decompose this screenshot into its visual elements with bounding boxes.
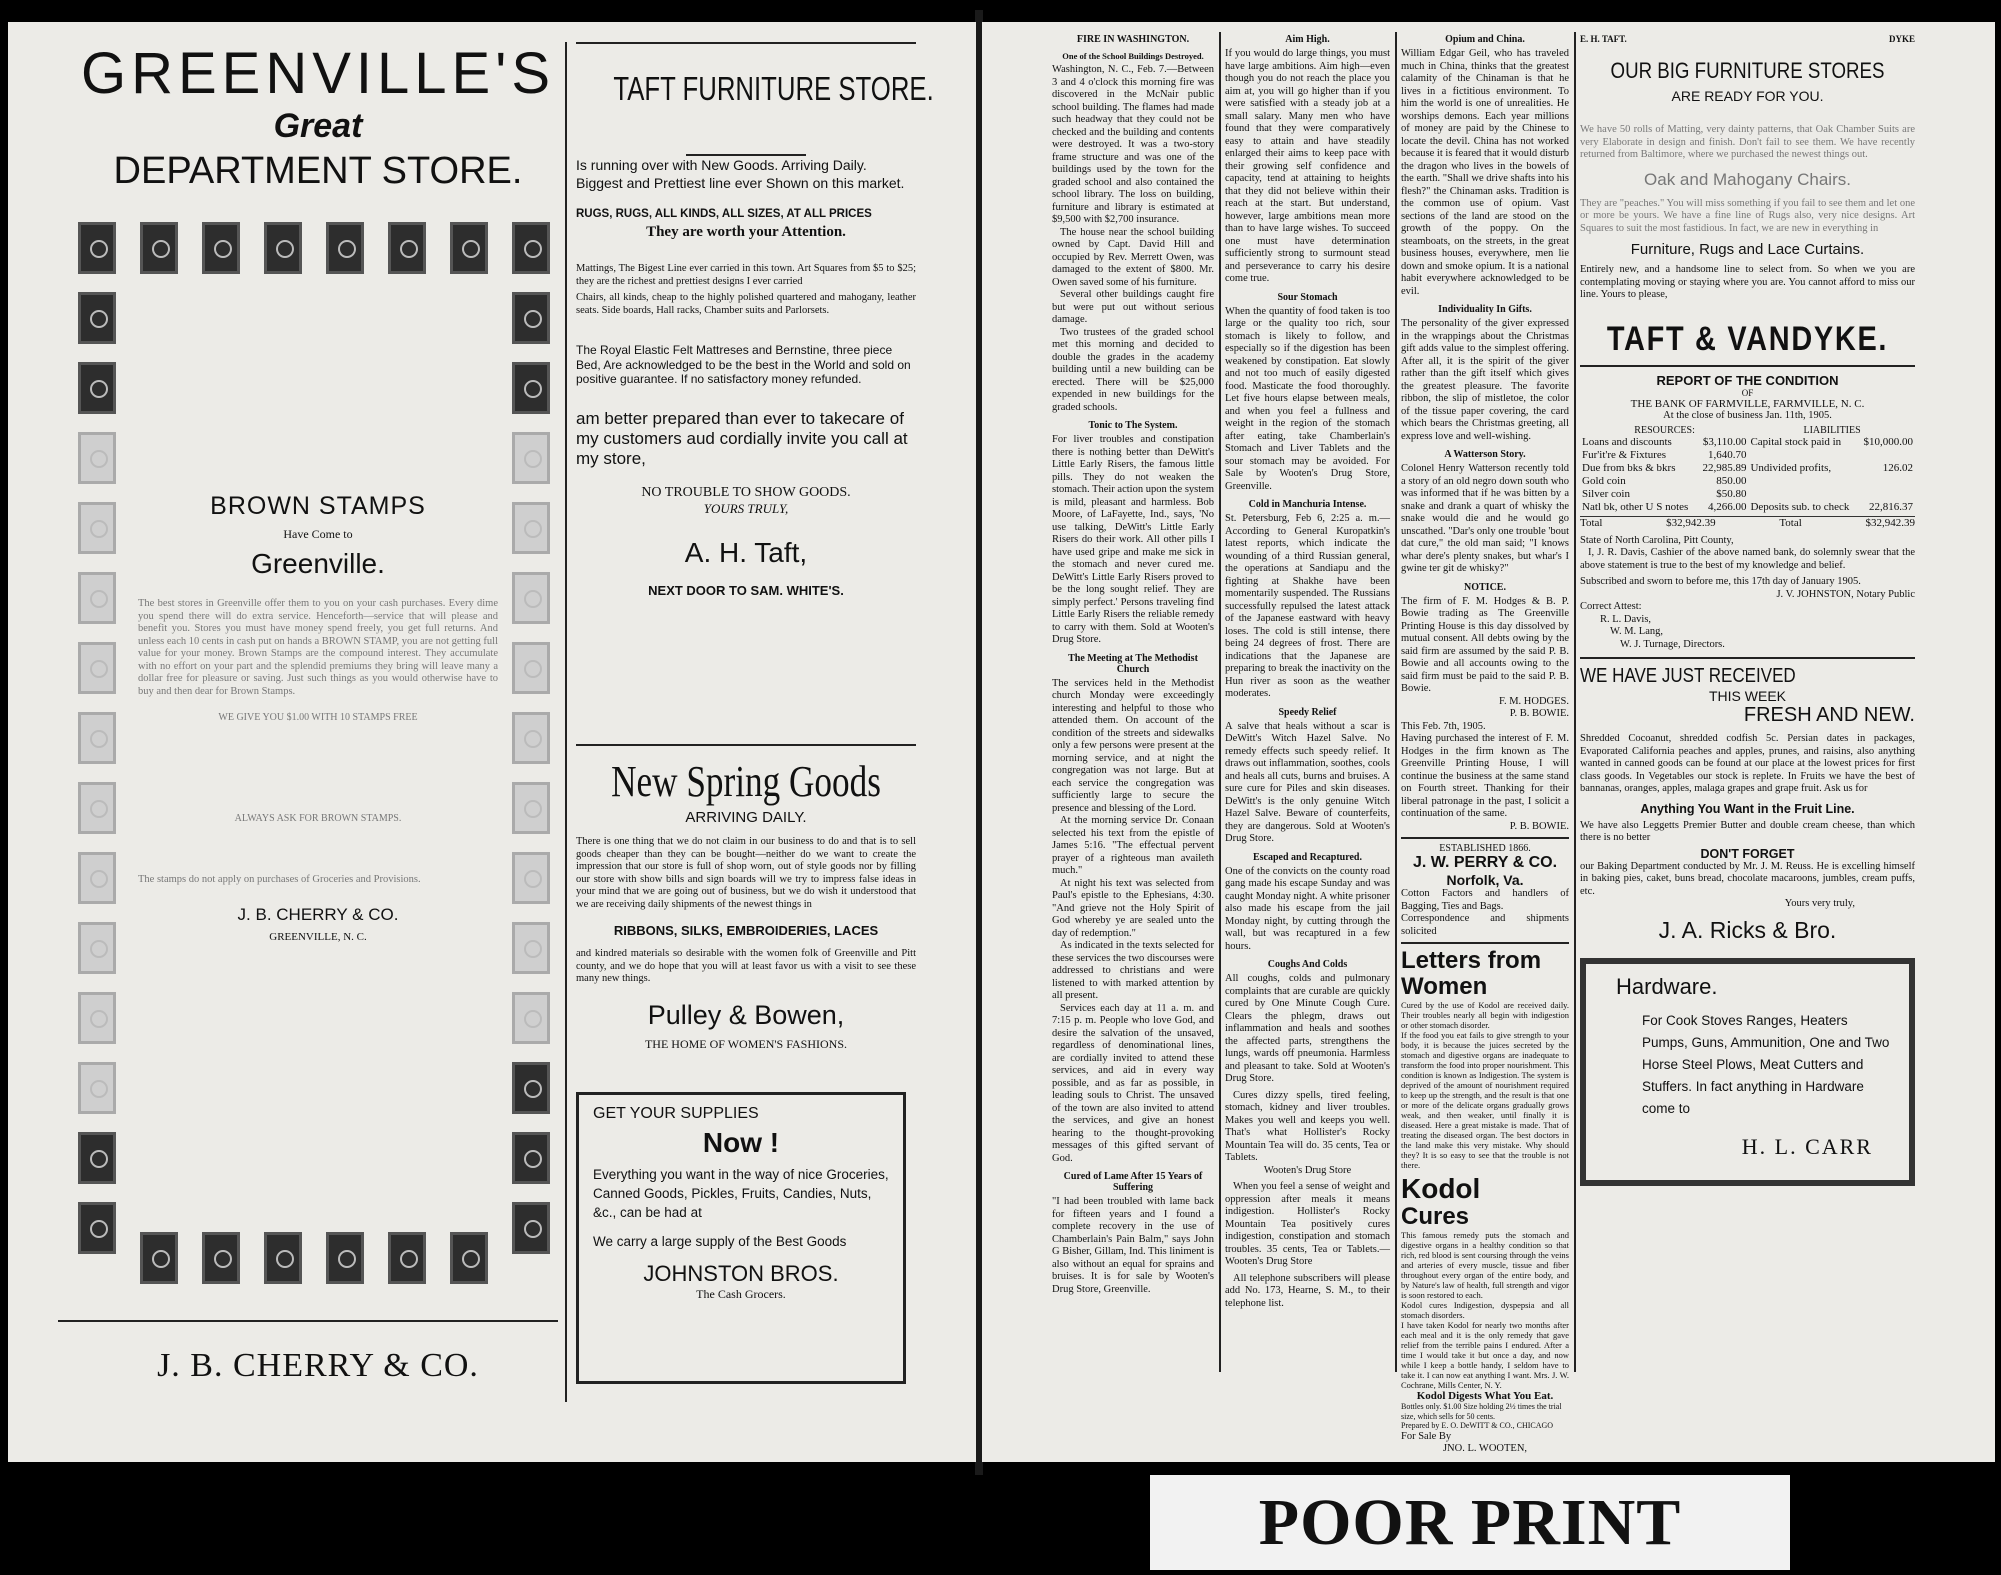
article-text: All telephone subscribers will please add No. 173, Hearne, S. M., to their telephone list. — [1225, 1272, 1390, 1309]
kodol-text: If the food you eat fails to give strength to your body, it is because the juices secreted by the stomach and digestive organs are inadequate to transform the food into proper nourishment. This condition is known as Indigestion. The system is deprived of the amount of nourishment required to keep up the strength, and the result is that one or more of the delicate organs gradually grows weak, and then weaker, until finally it is diseased. Here a great mistake is made. That of treating the diseased organ. The best doctors in the land make this very mistake. Why should they? It is so easy to see that the trouble is not there. — [1401, 1030, 1569, 1170]
bank-row — [1580, 436, 1915, 449]
give-line: WE GIVE YOU $1.00 WITH 10 STAMPS FREE — [218, 712, 418, 723]
column-rule — [565, 42, 567, 1402]
bank-headings — [1580, 425, 1915, 436]
article-headline: FIRE IN WASHINGTON. — [1076, 34, 1190, 45]
article-text: When you feel a sense of weight and oppression after meals it means indigestion. Hollister's Rocky Mountain Tea positively cures indigestion, constipation and stomach troubles. 35 cents, Tea or Tablets.—Wooten's Drug Store — [1225, 1181, 1390, 1267]
bank-cell: 850.00 — [1716, 474, 1747, 487]
johnston-now: Now ! — [702, 1127, 780, 1158]
article-text: William Edgar Geil, who has traveled much in China, thinks that the greatest calamity of the Chinaman is that he lives in a fictitious environment. To him the world is one of unrealities. He worships demons. Each year millions of money are paid by the Chinese to locate the devil. China has not worked because it is feared that it would disturb the dragon who lives in the bowels of the earth. "Shall we drive shafts into his flesh?" the Chinaman asks. Tradition is the common use of opium. Vast sections of the land are stood on the growth of the poppy. On the steamboats, on the streets, in the great business houses, everywhere, men lie down and smoke opium. It is a national habit everywhere acknowledged to be evil. — [1401, 48, 1569, 297]
bank-cell — [1858, 475, 1915, 488]
bank-subscribed: Subscribed and sworn to before me, this 17th day of January 1905. — [1580, 576, 1861, 587]
article-headline: NOTICE. — [1464, 581, 1506, 593]
bank-of: OF — [1741, 387, 1754, 398]
left-page — [8, 22, 976, 1462]
kodol-text: Prepared by E. O. DeWITT & CO., CHICAGO — [1401, 1421, 1554, 1430]
taft-rugs-sub: They are worth your Attention. — [646, 224, 846, 240]
taft-no-trouble: NO TROUBLE TO SHOW GOODS. — [641, 484, 851, 500]
stamp-image — [512, 432, 550, 484]
kodol-seller: JNO. L. WOOTEN, — [1442, 1443, 1528, 1454]
stamp-image — [78, 432, 116, 484]
stamp-image — [512, 1062, 550, 1114]
divider — [686, 154, 806, 156]
cherry-title: GREENVILLE'S — [80, 41, 555, 106]
poor-print-label — [1150, 1475, 1790, 1570]
article-text: Wooten's Drug Store — [1263, 1164, 1352, 1176]
divider — [576, 744, 916, 746]
cherry-signature: J. B. CHERRY & CO. — [237, 904, 399, 924]
article-text: Services each day at 11 a. m. and 7:15 p. m. People who love God, and desire the salvation of the unsaved, regardless of denominational lines, are cordially invited to attend these services, and aid in every way possible, and as far as possible, in leading souls to Christ. The unsaved of the town are also invited to attend the services, and give an honest hearing to the thought-provoking messages of this gifted servant of God. — [1052, 1002, 1214, 1164]
notice-signature: P. B. BOWIE. — [1509, 708, 1569, 719]
bank-cell: Deposits sub. to check — [1750, 500, 1850, 513]
news-column-3 — [1401, 34, 1569, 1454]
bank-cell: $10,000.00 — [1863, 435, 1913, 448]
taft-big-stores: OUR BIG FURNITURE STORES — [1610, 58, 1885, 83]
article-text: "I had been troubled with lame back for fifteen years and I found a complete recovery in the use of Chamberlain's Pain Balm," says John G Bisher, Gillam, Ind. This liniment is also without an equal for sprains and bruises. It is for sale by Wooten's Drug Store, Greenville. — [1052, 1196, 1214, 1295]
cherry-city: GREENVILLE, N. C. — [269, 930, 367, 943]
article-headline: Individuality In Gifts. — [1438, 304, 1532, 315]
stamp-frame — [78, 222, 558, 1332]
news-column-4 — [1580, 34, 1915, 1369]
stamp-image — [512, 222, 550, 274]
bank-director: W. M. Lang, — [1610, 626, 1663, 637]
stamp-image — [78, 782, 116, 834]
kodol-text: Kodol cures Indigestion, dyspepsia and all stomach disorders. — [1401, 1300, 1569, 1320]
ricks-yours: Yours very truly, — [1784, 898, 1855, 909]
bank-cell — [1858, 488, 1915, 501]
perry-city: Norfolk, Va. — [1446, 872, 1524, 888]
johnston-body: Everything you want in the way of nice Groceries, Canned Goods, Pickles, Fruits, Candies, Nuts, &c., can be had at — [593, 1167, 889, 1220]
column-rule — [1219, 32, 1221, 1372]
bank-name: THE BANK OF FARMVILLE, FARMVILLE, N. C. — [1630, 397, 1865, 410]
article-subhead: One of the School Buildings Destroyed. — [1062, 51, 1204, 61]
pulley-sub: ARRIVING DAILY. — [685, 809, 807, 826]
article-headline: Sour Stomach — [1277, 291, 1338, 303]
bank-correct: Correct Attest: — [1580, 601, 1642, 612]
pulley-body2: and kindred materials so desirable with the women folk of Greenville and Pitt county, and we do hope that you will at least favor us with a visit to see these many new things. — [576, 948, 916, 984]
kodol-text: This famous remedy puts the stomach and digestive organs in a healthy condition so that rich, red blood is sent coursing through the veins and arteries of every muscle, tissue and fiber throughout every organ of the entire body, and by Nature's law of health, full strength and vigor is soon restored to each. — [1401, 1230, 1569, 1300]
ricks-anything: Anything You Want in the Fruit Line. — [1640, 801, 1855, 816]
bank-total-left: $32,942.39 — [1666, 516, 1716, 529]
johnston-name: JOHNSTON BROS. — [643, 1261, 839, 1286]
article-text: Cures dizzy spells, tired feeling, stomach, kidney and liver troubles. Makes you well and keeps you well. That's what Hollister's Rocky Mountain Tea will do. 35 cents, Tea or Tablets. — [1225, 1089, 1390, 1163]
stamp-image — [512, 292, 550, 344]
bank-cell: $50.80 — [1716, 487, 1747, 500]
bank-cell — [1748, 475, 1858, 488]
stamps-heading: BROWN STAMPS — [210, 492, 426, 520]
bank-cell: Loans and discounts — [1582, 435, 1672, 448]
stamp-image — [512, 502, 550, 554]
johnston-ad — [576, 1092, 906, 1384]
article-text: The services held in the Methodist church Monday were exceedingly interesting and helpful to those who attended them. On account of the condition of the streets and sidewalks only a few persons were present at the morning service, and at night the congregation was not large. But at each service the congregation was sufficiently large to secure the presence and blessing of the Lord. — [1052, 677, 1214, 814]
johnston-body2: We carry a large supply of the Best Goods — [593, 1234, 847, 1249]
bank-cell: Due from bks & bkrs — [1582, 461, 1676, 474]
kodol-text: I have taken Kodol for nearly two months after each meal and it is the only remedy that gave relief from the terrible pains I endured. After a time I would take it but once a day, and now while I keep a bottle handy, I seldom have to take it. I can now eat anything I want. Mrs. J. W. Cochrane, Mills Center, N. Y. — [1401, 1320, 1569, 1390]
article-text: Two trustees of the graded school met this morning and decided to double the grades in the academy building until a new building can be erected. There will be $25,000 expended in new buildings for the graded schools. — [1052, 326, 1214, 413]
stamp-image — [140, 222, 178, 274]
bank-cell: Undivided profits, — [1750, 461, 1832, 474]
taft-title: TAFT FURNITURE STORE. — [613, 70, 934, 107]
cherry-ad — [78, 42, 558, 1402]
article-headline: Speedy Relief — [1278, 706, 1337, 718]
pulley-ad — [576, 750, 916, 1080]
kodol-headline: Letters from Women — [1401, 947, 1542, 1000]
divider — [58, 1320, 558, 1322]
bank-row — [1580, 449, 1915, 462]
place-name: Greenville. — [251, 548, 385, 579]
carr-ad — [1580, 958, 1915, 1186]
taft-chairs: Chairs, all kinds, cheap to the highly polished quartered and mahogany, leather seats. Side boards, Hall racks, Chamber suits and Parlorsets. — [576, 292, 916, 316]
bank-table — [1580, 436, 1915, 514]
stamp-image — [78, 502, 116, 554]
stamp-image — [512, 642, 550, 694]
stamp-image — [78, 1202, 116, 1254]
article-text: Having purchased the interest of F. M. Hodges in the firm known as The Greenville Printing House, I will continue the business at the same stand on Fourth street. Thanking for their liberal patronage in the past, I solicit a continuation of the same. — [1401, 733, 1569, 819]
article-headline: Tonic to The System. — [1088, 420, 1178, 431]
johnston-tag: The Cash Grocers. — [696, 1287, 786, 1301]
divider — [576, 42, 916, 44]
cherry-subtitle: Great — [273, 107, 363, 145]
bank-liabilities-heading: LIABILITIES — [1803, 424, 1861, 436]
stamp-image — [512, 922, 550, 974]
column-rule — [1395, 32, 1397, 1372]
bank-cell: Fur'it're & Fixtures — [1582, 448, 1667, 461]
notice-date: This Feb. 7th, 1905. — [1401, 720, 1486, 732]
bank-cell: $3,110.00 — [1702, 435, 1747, 448]
ricks-text: our Baking Department conducted by Mr. J. M. Reuss. He is excelling himself in baking pies, caket, buns bread, chocolate macaroons, jumbles, cream puffs, etc. — [1580, 860, 1915, 897]
stamp-image — [78, 992, 116, 1044]
have-come: Have Come to — [283, 527, 353, 541]
notice-signature: P. B. BOWIE. — [1509, 820, 1569, 832]
stamp-image — [202, 1232, 240, 1284]
stamp-image — [78, 642, 116, 694]
taft-ready: ARE READY FOR YOU. — [1671, 88, 1824, 104]
cherry-body: The best stores in Greenville offer them to you on your cash purchases. Every dime you spend there will do extra service. Henceforth—service that will please and benefit you. Stores you must have money spend freely, you get full returns. And unless each 10 cents in cash put on hands a BROWN STAMP, you are not getting full value for your money. Brown Stamps are the compound interest. They accumulate with no effort on your part and the splendid premiums they bring will leave many a dollar free for pleasure or saving. Just such things as you would otherwise have to buy and then dear for Brown Stamps. — [138, 598, 498, 697]
article-text: The personality of the giver expressed in the wrappings about the Christmas gift adds value to the simplest offering. After all, it is the spirit of the giver rather than the gift itself which gives the greatest pleasure. The favorite ribbon, the slip of mistletoe, the color of the tissue paper covering, the card which bears the Christmas greeting, all express love and well-wishing. — [1401, 318, 1569, 442]
ricks-text: Shredded Cocoanut, shredded codfish 5c. Persian dates in packages, Evaporated California peaches and apples, prunes, and raisins, also anything wanted in canned goods can be found at our place at the lowest prices for first class goods. In Vegetables our stock is replete. In Fruits we have the best of bannanas, oranges, apples, malaga grapes and grape fruit. Ask us for — [1580, 733, 1915, 794]
bank-cell: 22,985.89 — [1702, 461, 1747, 474]
kodol-cures: Cures — [1401, 1203, 1470, 1230]
stamp-image — [78, 222, 116, 274]
perry-name: J. W. PERRY & CO. — [1412, 854, 1558, 871]
bank-row — [1580, 501, 1915, 514]
taft-better: am better prepared than ever to takecare of my customers aud cordially invite you call at my store, — [576, 408, 908, 468]
bank-total-label: Total — [1580, 516, 1603, 529]
carr-name: H. L. CARR — [1741, 1133, 1873, 1159]
article-text: At night his text was selected from Paul's epistle to the Ephesians, 4:30. "And grieve not the Holy Spirit of God whereby ye are sealed unto the day of redemption." — [1052, 877, 1214, 939]
pulley-ribbons: RIBBONS, SILKS, EMBROIDERIES, LACES — [613, 923, 879, 938]
article-text: Colonel Henry Watterson recently told a story of an old negro down south who was informed that if he was bitten by a snake and drank a quart of whisky the snake would die and he would go unscathed. "Dar's only one trouble 'bout dat cure," the old man said; "I knows whar dere's plenty snakes, but whar's I gwine ter git de whisky?" — [1401, 463, 1569, 574]
article-text: Several other buildings caught fire but were put out without serious damage. — [1052, 289, 1214, 325]
pulley-name: Pulley & Bowen, — [647, 999, 845, 1030]
stamp-image — [78, 572, 116, 624]
stamp-image — [326, 222, 364, 274]
bank-row — [1580, 488, 1915, 501]
taft-text: We have 50 rolls of Matting, very dainty patterns, that Oak Chamber Suits are very Elaborate in design and finish. Don't fail to see them. We have recently returned from Baltimore, where we purchased the newest things out. — [1580, 124, 1915, 160]
ricks-fresh: FRESH AND NEW. — [1743, 704, 1915, 726]
bank-cell: 4,266.00 — [1707, 500, 1747, 513]
bank-close: At the close of business Jan. 11th, 1905. — [1663, 409, 1832, 421]
bank-cell — [1858, 449, 1915, 462]
bank-cell: Gold coin — [1582, 474, 1626, 487]
carr-hardware: Hardware. — [1616, 973, 1718, 999]
bank-cell — [1748, 449, 1858, 462]
article-text: One of the convicts on the county road gang made his escape Sunday and was caught Monday night. A white prisoner also made his escape from the jail Monday night, by cutting through the wall, but was recaptured in a few hours. — [1225, 865, 1390, 952]
bank-total-label: Total — [1779, 516, 1802, 529]
johnston-get: GET YOUR SUPPLIES — [593, 1105, 759, 1122]
column-header — [1580, 34, 1915, 44]
stamp-image — [388, 1232, 426, 1284]
header-left: E. H. TAFT. — [1580, 34, 1627, 44]
bank-resources-heading: RESOURCES: — [1634, 424, 1695, 436]
column-rule — [1574, 32, 1576, 1372]
divider — [1580, 365, 1915, 367]
taft-furniture: Furniture, Rugs and Lace Curtains. — [1630, 241, 1865, 258]
ricks-this-week: THIS WEEK — [1708, 688, 1786, 704]
stamp-image — [388, 222, 426, 274]
pulley-tag: THE HOME OF WOMEN'S FASHIONS. — [644, 1036, 848, 1051]
article-headline: Escaped and Recaptured. — [1253, 851, 1362, 863]
stamp-image — [512, 362, 550, 414]
bank-cell: Silver coin — [1582, 487, 1630, 500]
kodol-sale: For Sale By — [1401, 1430, 1452, 1442]
taft-next-door: NEXT DOOR TO SAM. WHITE'S. — [648, 582, 844, 598]
perry-established: ESTABLISHED 1866. — [1439, 843, 1531, 854]
cherry-note: The stamps do not apply on purchases of Groceries and Provisions. — [138, 874, 421, 885]
bank-sworn: I, J. R. Davis, Cashier of the above named bank, do solemnly swear that the above statement is true to the best of my knowledge and belief. — [1580, 547, 1915, 571]
taft-royal: The Royal Elastic Felt Mattreses and Bernstine, three piece Bed, Are acknowledged to be the best in the World and sold on positive guarantee. If no satisfactory money refunded. — [576, 343, 911, 386]
article-text: If you would do large things, you must have large ambitions. Aim high—even though you do not reach the place you aim at, you will go higher than if you were satisfied with a steady job at a small salary. Many men who have found that they were comparatively easy to attain and have steadily enlarged their aims to keep pace with their growing self confidence and capacity, tend at attaining to heights that they did not believe within their reach at the start. But understand, however, large ambitions mean more than to have large wishes. To succeed one must have determination sufficiently strong to surmount stead and perseverance to carry his desire come true. — [1225, 48, 1390, 284]
ricks-name: J. A. Ricks & Bro. — [1658, 916, 1837, 943]
bank-cell: 22,816.37 — [1869, 500, 1913, 513]
stamp-image — [78, 922, 116, 974]
bank-state: State of North Carolina, Pitt County, — [1580, 534, 1734, 546]
stamp-image — [512, 852, 550, 904]
pulley-body: There is one thing that we do not claim in our business to do and that is to sell goods cheaper than they can be bought—neither do we want to create the impression that our store is full of shop worn, out of style goods nor by filling our store with show bills and sign boards will we try to impress false ideas in your mind that we are going out of business, but we do wish it understood that we are receiving daily shipments of the newest things in — [576, 836, 916, 910]
stamp-image — [78, 1062, 116, 1114]
kodol-digests: Kodol Digests What You Eat. — [1416, 1390, 1554, 1402]
taft-rugs-head: RUGS, RUGS, ALL KINDS, ALL SIZES, AT ALL PRICES — [576, 208, 872, 220]
bank-notary: J. V. JOHNSTON, Notary Public — [1776, 588, 1915, 600]
poor-print-text: POOR PRINT — [1258, 1486, 1682, 1559]
stamp-image — [264, 222, 302, 274]
stamp-image — [512, 712, 550, 764]
article-text: St. Petersburg, Feb 6, 2:25 a. m.—According to General Kuropatkin's latest reports, which indicate the wounding of a third Russian general, the operations at Sandiapu and the fighting at Shakhe have been momentarily suspended. The Russians successfully repulsed the latest attack of the Japanese eastward with heavy loses. The cold is still intense, there being 24 degrees of frost. There are indications that the Japanese are preparing to break the inactivity on the Hun river as soon as the weather moderates. — [1225, 513, 1390, 699]
taft-text: Entirely new, and a handsome line to select from. So when we you are contemplating moving or staying where you are. You cannot afford to miss our line. Yours to please, — [1580, 264, 1915, 300]
article-headline: Opium and China. — [1445, 34, 1525, 45]
stamp-image — [450, 222, 488, 274]
pulley-title: New Spring Goods — [611, 757, 881, 806]
notice-signature: F. M. HODGES. — [1498, 695, 1569, 707]
article-text: When the quantity of food taken is too large or the quality too rich, sour stomach is likely to follow, and especially so if the digestion has been weakened by constipation. Eat slowly and not too much of easily digested food. Masticate the food thoroughly. Let five hours elapse between meals, and when you feel a fullness and weight in the region of the stomach after eating, take Chamberlain's Stomach and Liver Tablets and the sour stomach may be avoided. For Sale by Wooten's Drug Store, Greenville. — [1225, 305, 1390, 492]
taft-vandyke: TAFT & VANDYKE. — [1606, 319, 1889, 358]
bank-total-right: $32,942.39 — [1865, 516, 1915, 529]
ricks-text: We have also Leggetts Premier Butter and double cream cheese, than which there is no better — [1580, 819, 1915, 843]
article-text: A salve that heals without a scar is DeWitt's Witch Hazel Salve. No remedy effects such speedy relief. It draws out inflammation, soothes, cools and heals all cuts, burns and bruises. A sure cure for Piles and skin diseases. DeWitt's is the only genuine Witch Hazel Salve. Beware of counterfeits, they are dangerous. Sold at Wooten's Drug Store. — [1225, 720, 1390, 844]
article-text: The firm of F. M. Hodges & B. P. Bowie trading as The Greenville Printing House is this day dissolved by mutual consent. All debts owing by the said firm are assumed by the said P. B. Bowie and all accounts owing to the said firm must be paid to the said P. B. Bowie. — [1401, 595, 1569, 694]
cherry-footer: J. B. CHERRY & CO. — [157, 1347, 479, 1384]
article-text: For liver troubles and constipation there is nothing better than DeWitt's Little Early Risers, the famous little pills. They do not weaken the stomach. Their action upon the system is mild, pleasant and harmless. Bob Moore, of LaFayette, Ind., says, 'No use talking, DeWitt's Little Early Risers do their work. All other pills I have used gripe and make me sick in the stomach and never cured me. DeWitt's Little Early Risers proved to be the long sought relief. They are simply perfect.' Persons traveling find Little Early Risers the reliable remedy to carry with them. Sold at Wooten's Drug Store. — [1052, 434, 1214, 645]
taft-ad — [576, 42, 934, 742]
cherry-title2: DEPARTMENT STORE. — [113, 150, 523, 192]
bank-cell: Natl bk, other U S notes — [1582, 500, 1689, 513]
perry-text: Cotton Factors and handlers of Bagging, Ties and Bags. — [1401, 888, 1569, 912]
article-headline: Cold in Manchuria Intense. — [1248, 499, 1367, 510]
divider — [1401, 837, 1569, 839]
right-page — [982, 22, 1995, 1462]
bank-director: R. L. Davis, — [1600, 613, 1652, 625]
divider — [1580, 657, 1915, 659]
bank-director: W. J. Turnage, Directors. — [1620, 638, 1725, 650]
taft-mattings: Mattings, The Bigest Line ever carried in this town. Art Squares from $5 to $25; they are the richest and prettiest designs I ever carried — [576, 263, 916, 287]
article-text: As indicated in the texts selected for these services the two discourses were addressed to christians and were listened to with marked attention by all present. — [1052, 940, 1214, 1001]
article-headline: The Meeting at The Methodist Church — [1068, 652, 1198, 675]
stamp-image — [78, 292, 116, 344]
article-headline: A Watterson Story. — [1444, 449, 1526, 460]
stamp-image — [512, 1132, 550, 1184]
stamp-image — [78, 712, 116, 764]
stamp-image — [140, 1232, 178, 1284]
stamp-image — [264, 1232, 302, 1284]
article-headline: Cured of Lame After 15 Years of Suffering — [1063, 1171, 1203, 1193]
article-headline: Coughs And Colds — [1267, 959, 1348, 970]
taft-intro: Is running over with New Goods. Arriving Daily. Biggest and Prettiest line ever Shown on this market. — [576, 157, 905, 191]
ricks-dont-forget: DON'T FORGET — [1700, 846, 1795, 861]
news-column-1 — [1052, 34, 1214, 1364]
stamp-image — [78, 1132, 116, 1184]
taft-name: A. H. Taft, — [684, 536, 808, 568]
article-text: All coughs, colds and pulmonary complaints that are curable are quickly cured by One Minute Cough Cure. Clears the phlegm, draws out inflammation and heals and soothes the affected parts, strengthens the lungs, wards off pneumonia. Harmless and pleasant to take. Sold at Wooten's Drug Store. — [1225, 973, 1390, 1084]
news-column-2 — [1225, 34, 1390, 1364]
article-headline: Aim High. — [1285, 34, 1330, 45]
stamp-image — [512, 992, 550, 1044]
stamp-image — [78, 852, 116, 904]
taft-text: They are "peaches." You will miss something if you fail to see them and let one or more be yours. We have a fine line of Rugs also, very nice designs. Art Squares to suit the most fastidious. In fact, we are new in everything in — [1580, 197, 1915, 234]
kodol-brand: Kodol — [1401, 1173, 1481, 1204]
stamp-image — [512, 782, 550, 834]
stamp-image — [450, 1232, 488, 1284]
divider — [1401, 942, 1569, 944]
stamp-image — [78, 362, 116, 414]
kodol-text: Bottles only. $1.00 Size holding 2½ times the trial size, which sells for 50 cents. — [1401, 1402, 1562, 1421]
header-right: DYKE — [1888, 34, 1915, 44]
article-text: Washington, N. C., Feb. 7.—Between 3 and 4 o'clock this morning fire was discovered in the McNair public school building. The flames had made such headway that they could not be checked and the building and contents were destroyed. It was a two-story frame structure and was one of the buildings used by the town for the graded school and also contained the school library. The loss on building, furniture and library is estimated at $9,500 with $2,700 insurance. — [1052, 64, 1214, 225]
article-text: The house near the school building owned by Capt. David Hill and occupied by Rev. Merrett Owen, was damaged to the extent of $800. Mr. Owen saved some of his furniture. — [1052, 226, 1214, 288]
bank-cell: Capital stock paid in — [1750, 435, 1842, 448]
kodol-text: Cured by the use of Kodol are received daily. Their troubles nearly all begin with indigestion or other stomach disorder. — [1401, 1000, 1569, 1030]
always-line: ALWAYS ASK FOR BROWN STAMPS. — [234, 813, 402, 824]
stamp-image — [512, 1202, 550, 1254]
bank-row — [1580, 475, 1915, 488]
taft-oak: Oak and Mahogany Chairs. — [1644, 169, 1851, 189]
article-text: At the morning service Dr. Conaan selected his text from the epistle of James 5:16. "The effectual pervent prayer of a righteous man availeth much." — [1052, 815, 1214, 876]
bank-cell: 1,640.70 — [1707, 448, 1747, 461]
perry-text: Correspondence and shipments solicited — [1401, 913, 1569, 937]
stamp-image — [512, 572, 550, 624]
stamp-copy — [138, 492, 498, 943]
carr-text: For Cook Stoves Ranges, Heaters Pumps, Guns, Ammunition, One and Two Horse Steel Plows, Meat Cutters and Stuffers. In fact anything in Hardware come to — [1642, 1012, 1890, 1116]
stamp-image — [326, 1232, 364, 1284]
bank-cell: 126.02 — [1882, 461, 1913, 474]
bank-total-row — [1580, 516, 1915, 529]
bank-report-title: REPORT OF THE CONDITION — [1656, 372, 1839, 388]
stamp-image — [202, 222, 240, 274]
ricks-received: WE HAVE JUST RECEIVED — [1580, 665, 1796, 687]
taft-yours: YOURS TRULY, — [703, 500, 789, 516]
bank-row — [1580, 462, 1915, 475]
bank-cell — [1748, 488, 1858, 501]
